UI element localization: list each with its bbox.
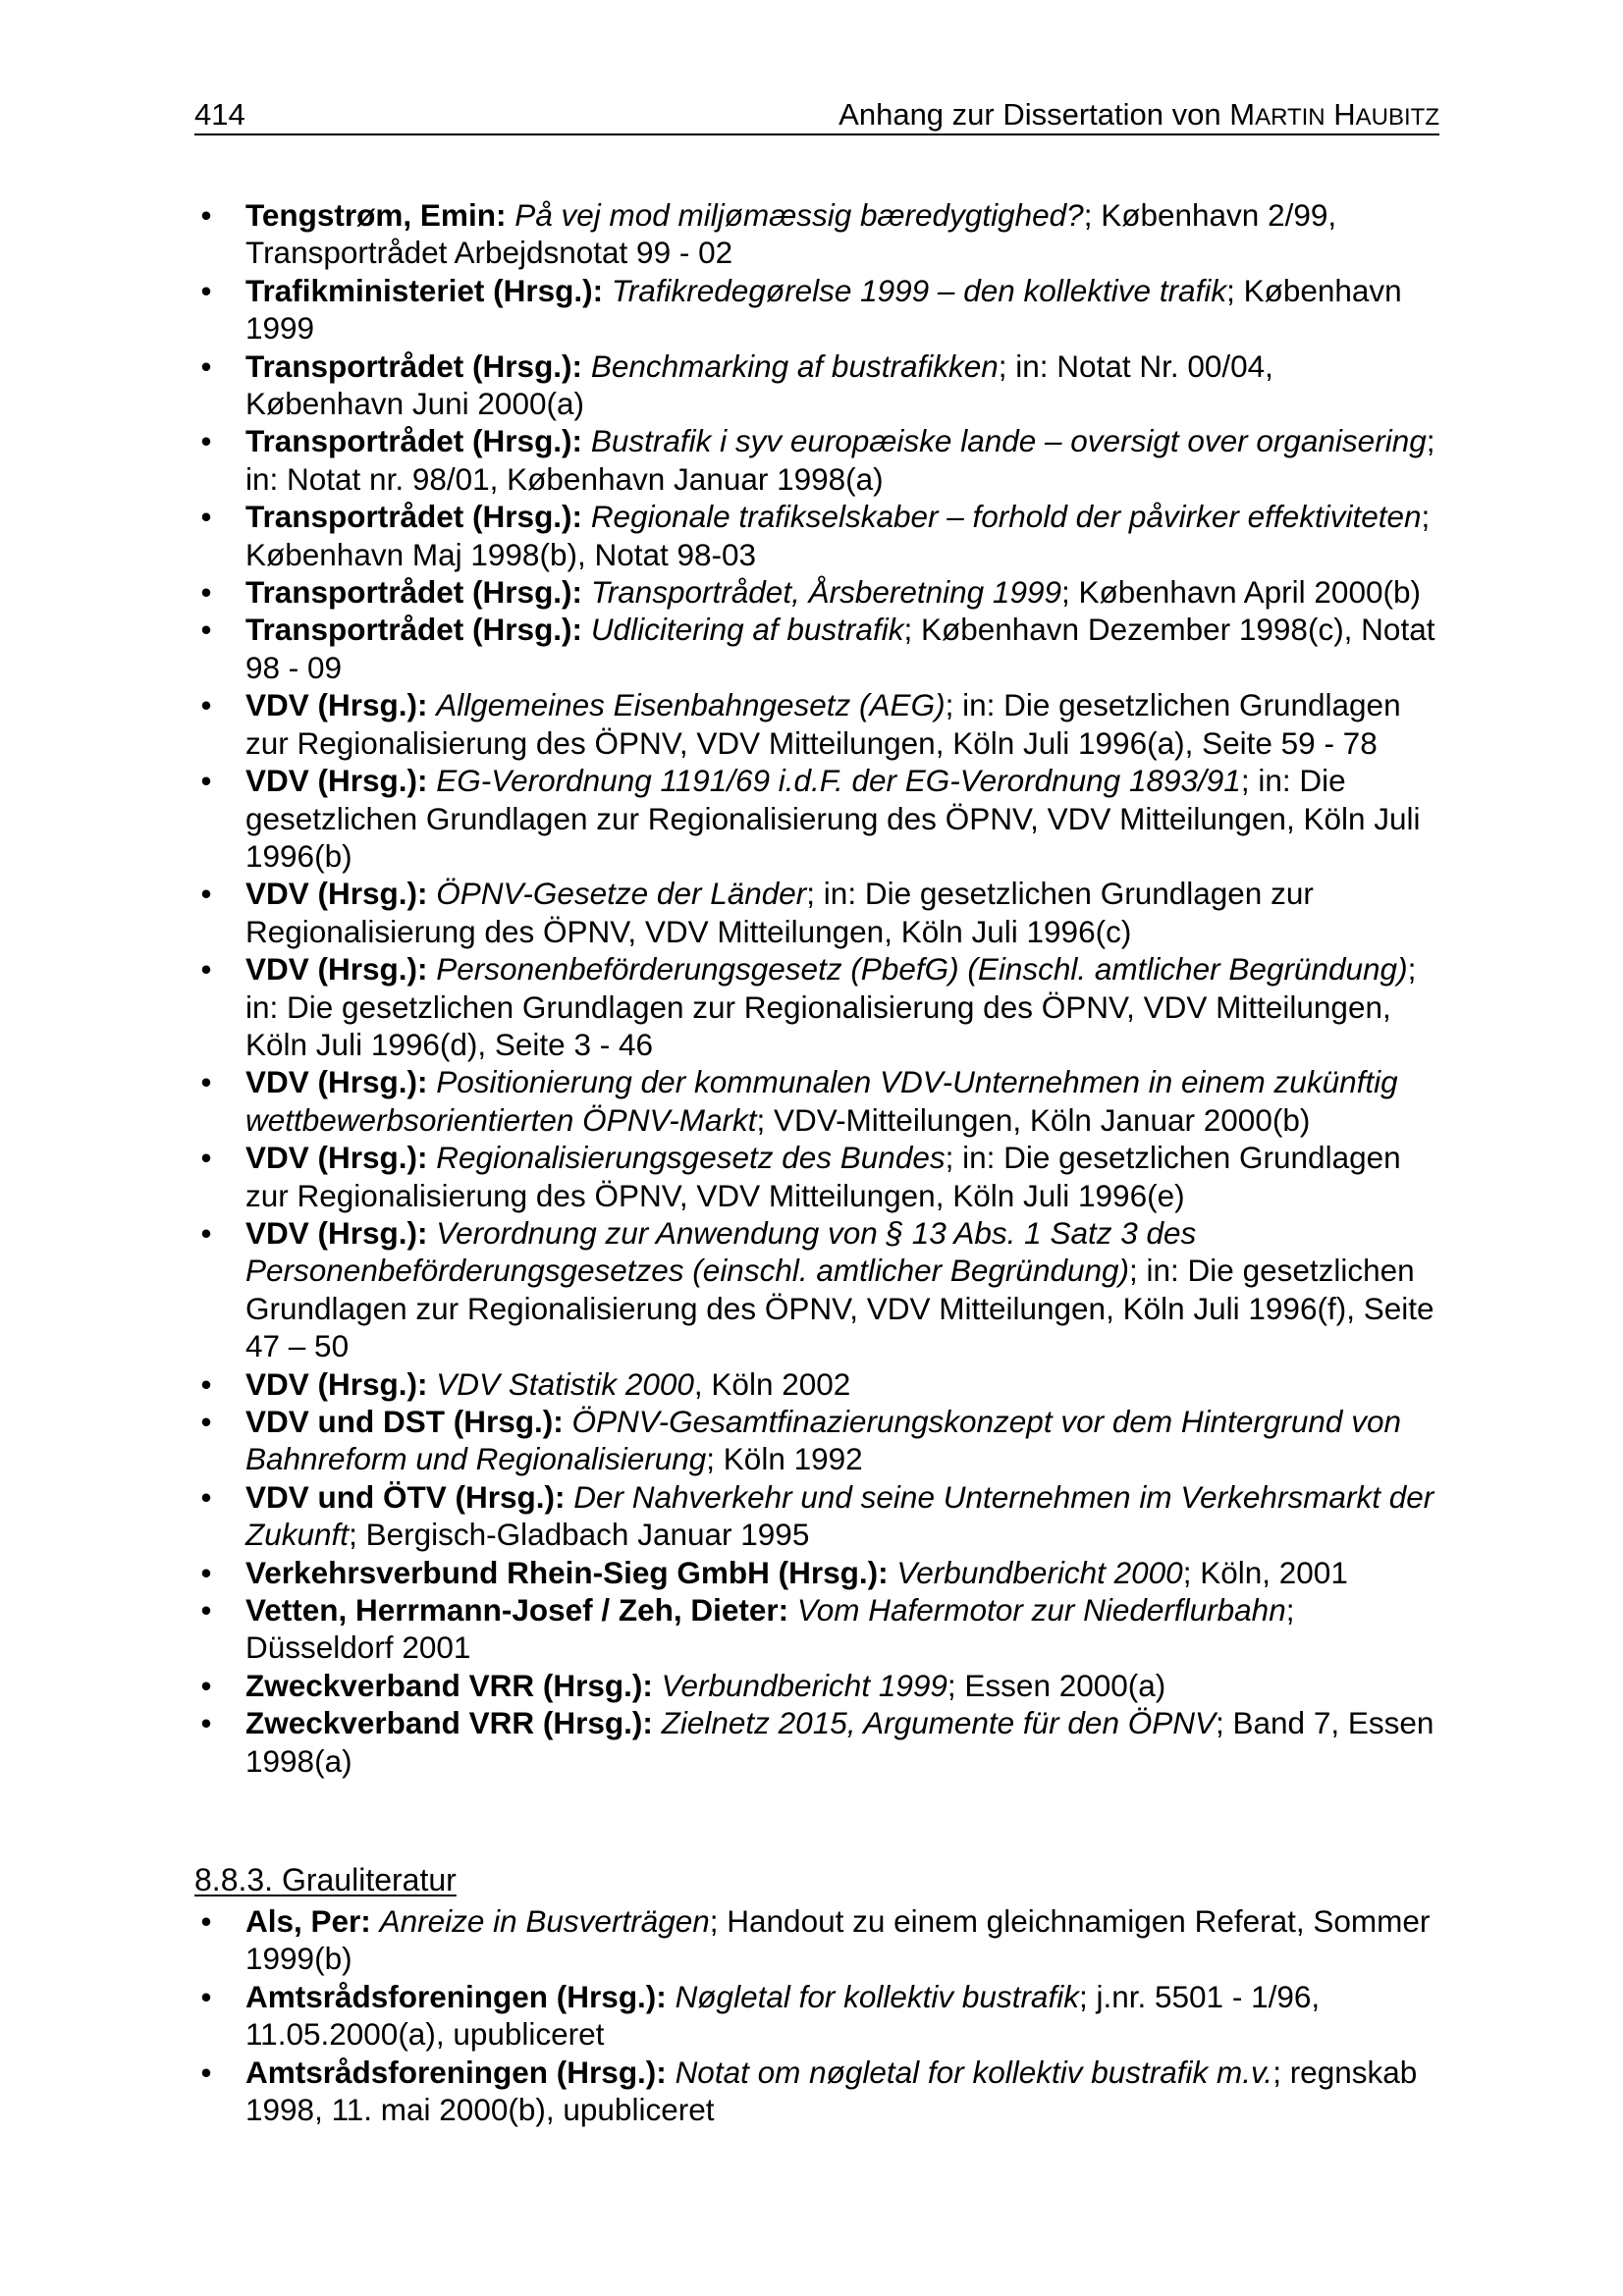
reference-author: VDV (Hrsg.): xyxy=(245,951,428,988)
reference-author: VDV (Hrsg.): xyxy=(245,763,428,799)
reference-title: Benchmarking af bustrafikken xyxy=(590,347,999,384)
reference-entry xyxy=(194,1403,1439,1478)
reference-title: Regionalisierungsgesetz des Bundes xyxy=(436,1140,946,1176)
header-author-first-initial: M xyxy=(1229,97,1256,132)
bullet-icon: • xyxy=(200,612,212,648)
reference-author: VDV (Hrsg.): xyxy=(245,876,428,912)
reference-entry xyxy=(194,1214,1439,1365)
reference-entry xyxy=(194,573,1439,611)
reference-author: Amtsrådsforeningen (Hrsg.): xyxy=(245,1978,667,2014)
reference-details: ; in: Notat Nr. 00/04, København Juni 2000(a) xyxy=(245,347,1273,422)
reference-entry xyxy=(194,950,1439,1063)
reference-title: På vej mod miljømæssig bæredygtighed? xyxy=(514,197,1084,233)
reference-author: Vetten, Herrmann-Josef / Zeh, Dieter: xyxy=(245,1592,789,1629)
reference-author: Tengstrøm, Emin: xyxy=(245,197,507,233)
reference-details: ; København 1999 xyxy=(245,272,1402,347)
reference-title: EG-Verordnung 1191/69 i.d.F. der EG-Verordnung 1893/91 xyxy=(436,763,1241,799)
reference-author: VDV (Hrsg.): xyxy=(245,1064,428,1100)
reference-details: ; in: Die gesetzlichen Grundlagen zur Regionalisierung des ÖPNV, VDV Mitteilungen, Köln Juli 1996(c) xyxy=(245,876,1314,949)
bullet-icon: • xyxy=(200,1404,212,1439)
reference-entry xyxy=(194,2054,1439,2129)
reference-entry xyxy=(194,1365,1439,1403)
reference-entry xyxy=(194,875,1439,950)
bullet-icon: • xyxy=(200,1365,212,1402)
header-title-text: Anhang zur Dissertation von xyxy=(839,97,1230,132)
reference-details: ; j.nr. 5501 - 1/96, 11.05.2000(a), upubliceret xyxy=(245,1978,1321,2053)
grey-literature-list xyxy=(194,1902,1439,2128)
reference-title: Nøgletal for kollektiv bustrafik xyxy=(675,1978,1079,2014)
reference-author: Amtsrådsforeningen (Hrsg.): xyxy=(245,2054,667,2090)
reference-entry xyxy=(194,686,1439,762)
bullet-icon: • xyxy=(200,1667,212,1703)
reference-entry xyxy=(194,196,1439,272)
bullet-icon: • xyxy=(200,499,212,535)
reference-title: Transportrådet, Årsberetning 1999 xyxy=(590,574,1062,611)
reference-author: Transportrådet (Hrsg.): xyxy=(245,574,583,611)
bullet-icon: • xyxy=(200,423,212,459)
running-header xyxy=(194,96,1439,135)
bullet-icon: • xyxy=(200,1705,212,1741)
reference-details: ; Band 7, Essen 1998(a) xyxy=(245,1705,1434,1779)
reference-details: ; in: Notat nr. 98/01, København Januar 1998(a) xyxy=(245,423,1435,497)
reference-entry xyxy=(194,1063,1439,1139)
reference-details: ; København 2/99, Transportrådet Arbejdsnotat 99 - 02 xyxy=(245,197,1337,271)
reference-author: Transportrådet (Hrsg.): xyxy=(245,423,583,459)
reference-title: Personenbeförderungsgesetz (PbefG) (Einschl. amtlicher Begründung) xyxy=(436,951,1408,988)
reference-title: Verbundbericht 2000 xyxy=(896,1554,1183,1590)
reference-details: , Köln 2002 xyxy=(693,1365,851,1402)
bullet-icon: • xyxy=(200,876,212,912)
reference-details: ; in: Die gesetzlichen Grundlagen zur Regionalisierung des ÖPNV, VDV Mitteilungen, Köln Juli 1996(a), Seite 59 - 78 xyxy=(245,687,1401,761)
bullet-icon: • xyxy=(200,1140,212,1176)
reference-title: ÖPNV-Gesamtfinazierungskonzept vor dem Hintergrund von Bahnreform und Regionalisierung xyxy=(245,1404,1401,1477)
reference-entry xyxy=(194,1902,1439,1978)
bullet-icon: • xyxy=(200,347,212,384)
reference-details: ; København April 2000(b) xyxy=(1061,574,1421,611)
reference-entry xyxy=(194,1591,1439,1667)
bullet-icon: • xyxy=(200,1903,212,1939)
reference-entry xyxy=(194,611,1439,686)
header-title xyxy=(839,96,1439,136)
reference-details: ; Bergisch-Gladbach Januar 1995 xyxy=(349,1517,810,1553)
reference-details: ; Handout zu einem gleichnamigen Referat, Sommer 1999(b) xyxy=(245,1903,1431,1977)
reference-details: ; regnskab 1998, 11. mai 2000(b), upubliceret xyxy=(245,2054,1418,2128)
reference-title: Zielnetz 2015, Argumente für den ÖPNV xyxy=(661,1705,1216,1741)
bullet-icon: • xyxy=(200,1214,212,1251)
reference-details: ; in: Die gesetzlichen Grundlagen zur Regionalisierung des ÖPNV, VDV Mitteilungen, Köln Juli 1996(b) xyxy=(245,763,1421,874)
reference-title: VDV Statistik 2000 xyxy=(436,1365,694,1402)
reference-author: VDV und DST (Hrsg.): xyxy=(245,1404,564,1439)
reference-entry xyxy=(194,1978,1439,2054)
reference-entry xyxy=(194,1478,1439,1554)
reference-author: Zweckverband VRR (Hrsg.): xyxy=(245,1667,653,1703)
bullet-icon: • xyxy=(200,1592,212,1629)
reference-title: Notat om nøgletal for kollektiv bustrafik m.v. xyxy=(675,2054,1273,2090)
reference-author: VDV (Hrsg.): xyxy=(245,1140,428,1176)
bullet-icon: • xyxy=(200,1554,212,1590)
reference-details: ; Essen 2000(a) xyxy=(947,1667,1166,1703)
reference-title: Regionale trafikselskaber – forhold der påvirker effektiviteten xyxy=(590,499,1422,535)
reference-title: Bustrafik i syv europæiske lande – oversigt over organisering xyxy=(590,423,1427,459)
reference-title: Positionierung der kommunalen VDV-Unternehmen in einem zukünftig wettbewerbsorientierten ÖPNV-Markt xyxy=(245,1064,1398,1138)
header-author-first-rest: ARTIN xyxy=(1255,104,1325,131)
reference-details: ; Köln, 2001 xyxy=(1182,1554,1348,1590)
reference-title: Vom Hafermotor zur Niederflurbahn xyxy=(796,1592,1286,1629)
reference-title: ÖPNV-Gesetze der Länder xyxy=(436,876,807,912)
reference-entry xyxy=(194,422,1439,498)
bullet-icon: • xyxy=(200,1064,212,1100)
reference-author: Transportrådet (Hrsg.): xyxy=(245,347,583,384)
section-heading: 8.8.3. Grauliteratur xyxy=(194,1862,457,1897)
reference-entry xyxy=(194,272,1439,347)
reference-author: Trafikministeriet (Hrsg.): xyxy=(245,272,604,308)
reference-entry xyxy=(194,498,1439,573)
reference-author: Transportrådet (Hrsg.): xyxy=(245,499,583,535)
reference-author: Zweckverband VRR (Hrsg.): xyxy=(245,1705,653,1741)
reference-details: ; in: Die gesetzlichen Grundlagen zur Regionalisierung des ÖPNV, VDV Mitteilungen, Köln Juli 1996(e) xyxy=(245,1140,1401,1213)
reference-title: Der Nahverkehr und seine Unternehmen im Verkehrsmarkt der Zukunft xyxy=(245,1478,1434,1553)
reference-title: Trafikredegørelse 1999 – den kollektive trafik xyxy=(611,272,1227,308)
bullet-icon: • xyxy=(200,951,212,988)
reference-details: ; in: Die gesetzlichen Grundlagen zur Regionalisierung des ÖPNV, VDV Mitteilungen, Köln Juli 1996(d), Seite 3 - 46 xyxy=(245,951,1417,1062)
bullet-icon: • xyxy=(200,687,212,723)
bullet-icon: • xyxy=(200,574,212,611)
reference-author: Transportrådet (Hrsg.): xyxy=(245,612,583,648)
reference-author: VDV und ÖTV (Hrsg.): xyxy=(245,1478,566,1515)
reference-entry xyxy=(194,1667,1439,1704)
page-number: 414 xyxy=(194,97,245,132)
reference-author: Als, Per: xyxy=(245,1903,371,1939)
reference-entry xyxy=(194,762,1439,875)
reference-entry xyxy=(194,1139,1439,1214)
reference-list xyxy=(194,196,1439,1780)
reference-author: VDV (Hrsg.): xyxy=(245,687,428,723)
reference-details: ; København Maj 1998(b), Notat 98-03 xyxy=(245,499,1431,572)
reference-details: ; VDV-Mitteilungen, Köln Januar 2000(b) xyxy=(756,1101,1311,1138)
reference-entry xyxy=(194,1554,1439,1591)
reference-title: Verbundbericht 1999 xyxy=(661,1667,947,1703)
bullet-icon: • xyxy=(200,763,212,799)
reference-details: ; København Dezember 1998(c), Notat 98 - 09 xyxy=(245,612,1435,685)
reference-author: VDV (Hrsg.): xyxy=(245,1214,428,1251)
bullet-icon: • xyxy=(200,1978,212,2014)
bullet-icon: • xyxy=(200,1478,212,1515)
document-page xyxy=(194,0,1439,2296)
header-author-last-rest: AUBITZ xyxy=(1355,104,1439,131)
reference-title: Allgemeines Eisenbahngesetz (AEG) xyxy=(436,687,946,723)
reference-details: ; Düsseldorf 2001 xyxy=(245,1592,1295,1666)
reference-author: VDV (Hrsg.): xyxy=(245,1365,428,1402)
reference-details: ; in: Die gesetzlichen Grundlagen zur Regionalisierung des ÖPNV, VDV Mitteilungen, Köln Juli 1996(f), Seite 47 – 50 xyxy=(245,1253,1434,1364)
header-author-last-initial: H xyxy=(1333,97,1356,132)
reference-details: ; Köln 1992 xyxy=(706,1441,863,1477)
bullet-icon: • xyxy=(200,197,212,233)
reference-entry xyxy=(194,1704,1439,1780)
reference-title: Udlicitering af bustrafik xyxy=(590,612,904,648)
reference-entry xyxy=(194,347,1439,423)
reference-title: Verordnung zur Anwendung von § 13 Abs. 1 Satz 3 des Personenbeförderungsgesetzes (einschl. amtlicher Begründung) xyxy=(245,1214,1197,1289)
reference-author: Verkehrsverbund Rhein-Sieg GmbH (Hrsg.): xyxy=(245,1554,889,1590)
reference-title: Anreize in Busverträgen xyxy=(379,1903,710,1939)
bullet-icon: • xyxy=(200,2054,212,2090)
bullet-icon: • xyxy=(200,272,212,308)
